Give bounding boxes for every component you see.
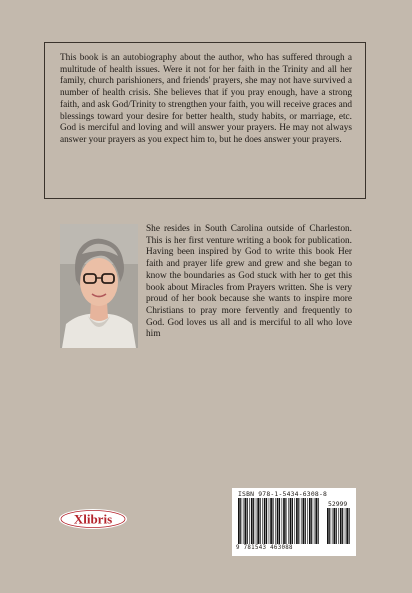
barcode-bars-icon	[238, 498, 320, 544]
description-paragraph: This book is an autobiography about the author, who has suffered through a multitude of health issues. Were it not for her faith in the Trinity and all her family, church parishioners, and friends' prayers, she may not have survived a number of health crisis. She believes that if you pray enough, have a strong faith, and ask God/Trinity to strengthen your faith, you will receive graces and blessings toward your desire for better health, study habits, or marriage, etc. God is merciful and loving and will answer your prayers. He may not always answer your prayers as you expect him to, but he does answer your prayers.	[60, 53, 352, 145]
price-barcode-bars-icon	[327, 508, 351, 544]
author-portrait-icon	[60, 224, 138, 348]
isbn-label: ISBN 978-1-5434-6308-8	[238, 490, 328, 498]
ean-digits: 9 781543 463088	[236, 545, 293, 551]
publisher-logo	[58, 508, 128, 530]
barcode	[232, 488, 356, 556]
author-bio: She resides in South Carolina outside of Charleston. This is her first venture writing a book for publication. Having been inspired by God to write this book Her faith and prayer life grew and grew and she began to know the boundaries as God stuck with her to get this book about Miracles from Prayers written. She is very proud of her book because she wants to inspire more Christians to pray more fervently and frequently to God. God loves us all and is merciful to all who love him	[146, 224, 352, 340]
price-code: 52999	[328, 500, 348, 508]
xlibris-logo-icon	[58, 508, 128, 530]
publisher-name: Xlibris	[73, 511, 113, 527]
author-photo	[60, 224, 138, 348]
